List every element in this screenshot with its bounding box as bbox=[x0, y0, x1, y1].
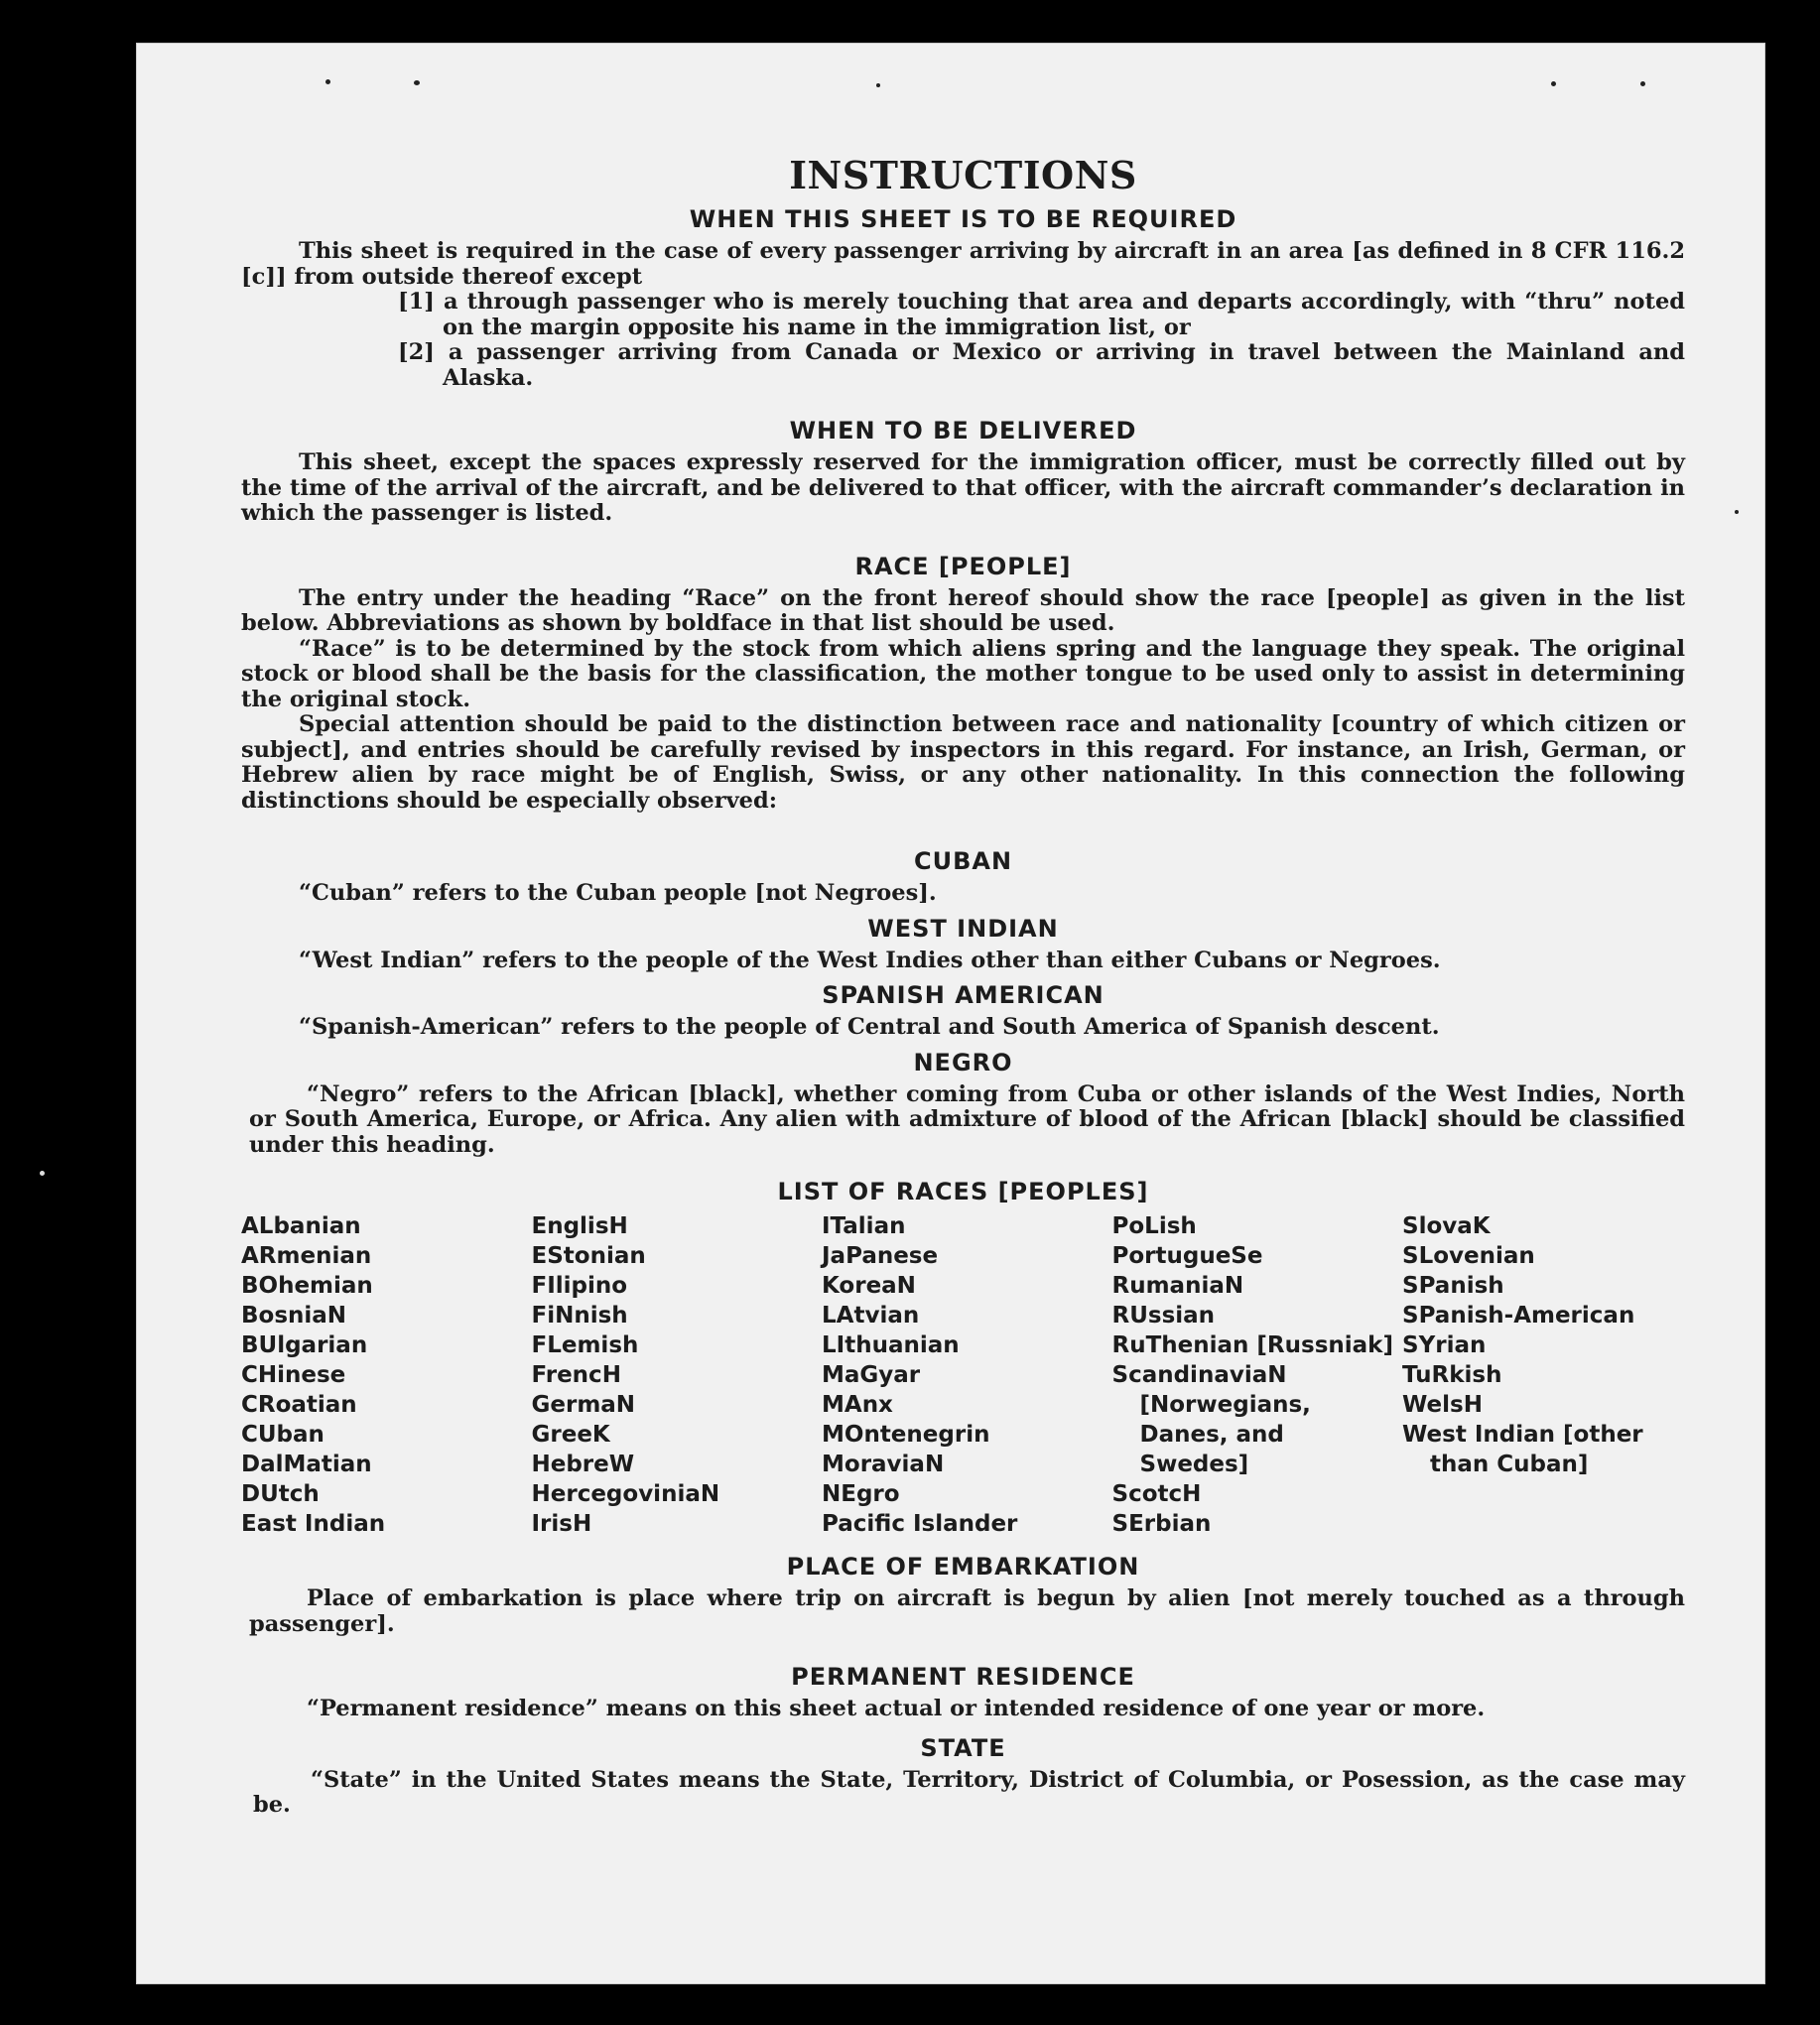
race-entry: East Indian bbox=[241, 1511, 386, 1537]
heading-negro: NEGRO bbox=[913, 1048, 1013, 1076]
race-entry: RumaniaN bbox=[1111, 1273, 1244, 1299]
race-entry: SlovaK bbox=[1402, 1213, 1491, 1239]
race-entry: SErbian bbox=[1111, 1511, 1212, 1537]
race-paragraph-2: “Race” is to be determined by the stock from which aliens spring and the language they speak. The original stock or blood shall be the basis for the classification, the mother tongue to be used only to assist in determining the original stock. bbox=[241, 635, 1685, 712]
required-item-2: [2] a passenger arriving from Canada or Mexico or arriving in travel between the Mainland and Alaska. bbox=[398, 339, 1685, 391]
document-page bbox=[137, 44, 1764, 1983]
race-entry: SYrian bbox=[1402, 1332, 1487, 1358]
required-intro: This sheet is required in the case of every passenger arriving by aircraft in an area [as defined in 8 CFR 116.2 [c]] from outside thereof except bbox=[241, 238, 1685, 290]
page-title: INSTRUCTIONS bbox=[789, 153, 1137, 197]
state-text: “State” in the United States means the State, Territory, District of Columbia, or Posession, as the case may be. bbox=[253, 1766, 1685, 1818]
race-entry: WelsH bbox=[1402, 1392, 1483, 1418]
heading-residence: PERMANENT RESIDENCE bbox=[791, 1663, 1135, 1691]
scan-speck bbox=[414, 80, 420, 85]
race-entry: PortugueSe bbox=[1111, 1243, 1263, 1269]
race-column-3 bbox=[822, 1211, 1105, 1539]
race-entry: ScotcH bbox=[1111, 1481, 1202, 1507]
cuban-text: “Cuban” refers to the Cuban people [not Negroes]. bbox=[299, 880, 937, 906]
race-entry: EStonian bbox=[531, 1243, 646, 1269]
race-entry: MoraviaN bbox=[822, 1452, 945, 1477]
race-entry: West Indian [other than Cuban] bbox=[1402, 1422, 1643, 1477]
race-entry: Pacific Islander bbox=[822, 1511, 1018, 1537]
heading-spanish-american: SPANISH AMERICAN bbox=[822, 981, 1105, 1009]
race-entry: IrisH bbox=[531, 1511, 592, 1537]
heading-delivered: WHEN TO BE DELIVERED bbox=[789, 417, 1137, 444]
heading-required: WHEN THIS SHEET IS TO BE REQUIRED bbox=[689, 205, 1237, 233]
race-column-2 bbox=[532, 1211, 815, 1539]
race-entry: PoLish bbox=[1111, 1213, 1197, 1239]
race-entry: ARmenian bbox=[241, 1243, 372, 1269]
race-entry: DalMatian bbox=[241, 1452, 372, 1477]
race-entry: BOhemian bbox=[241, 1273, 373, 1299]
race-entry: CUban bbox=[241, 1422, 325, 1448]
race-entry: DUtch bbox=[241, 1481, 320, 1507]
race-entry: CHinese bbox=[241, 1362, 346, 1388]
race-entry: NEgro bbox=[822, 1481, 900, 1507]
scan-speck bbox=[1640, 81, 1645, 86]
race-entry: HercegoviniaN bbox=[531, 1481, 720, 1507]
negro-text: “Negro” refers to the African [black], whether coming from Cuba or other islands of the West Indies, North or South America, Europe, or Africa. Any alien with admixture of blood of the African [black] should be classified under this heading. bbox=[249, 1080, 1685, 1158]
race-column-5 bbox=[1402, 1211, 1685, 1539]
scan-speck bbox=[1735, 510, 1739, 514]
race-entry: RUssian bbox=[1111, 1303, 1216, 1329]
race-entry: HebreW bbox=[531, 1452, 635, 1477]
race-entry: LIthuanian bbox=[822, 1332, 960, 1358]
race-entry: CRoatian bbox=[241, 1392, 357, 1418]
race-entry: EnglisH bbox=[531, 1213, 628, 1239]
instructions-body bbox=[241, 153, 1685, 1819]
race-entry: ScandinaviaN [Norwegians, Danes, and Swedes] bbox=[1111, 1362, 1311, 1477]
race-entry: ALbanian bbox=[241, 1213, 361, 1239]
heading-list-of-races: LIST OF RACES [PEOPLES] bbox=[777, 1178, 1149, 1205]
heading-cuban: CUBAN bbox=[913, 847, 1013, 875]
race-entry: GermaN bbox=[531, 1392, 636, 1418]
race-entry: GreeK bbox=[531, 1422, 610, 1448]
race-column-4 bbox=[1112, 1211, 1395, 1539]
race-paragraph-1: The entry under the heading “Race” on the front hereof should show the race [people] as given in the list below. Abbreviations as shown by boldface in that list should be used. bbox=[241, 584, 1685, 636]
race-list bbox=[241, 1211, 1685, 1539]
scan-speck bbox=[40, 1171, 45, 1176]
west-indian-text: “West Indian” refers to the people of the West Indies other than either Cubans or Negroes. bbox=[299, 947, 1441, 973]
race-column-1 bbox=[241, 1211, 524, 1539]
race-paragraph-3: Special attention should be paid to the distinction between race and nationality [country of which citizen or subject], and entries should be carefully revised by inspectors in this regard. For instance, an Irish, German, or Hebrew alien by race might be of English, Swiss, or any other nationality. In this connection the following distinctions should be especially observed: bbox=[241, 711, 1685, 814]
residence-text: “Permanent residence” means on this sheet actual or intended residence of one year or more. bbox=[307, 1696, 1486, 1721]
heading-race: RACE [PEOPLE] bbox=[854, 552, 1072, 580]
heading-embarkation: PLACE OF EMBARKATION bbox=[786, 1553, 1140, 1581]
race-entry: SPanish-American bbox=[1402, 1303, 1635, 1329]
race-entry: FLemish bbox=[531, 1332, 639, 1358]
race-entry: KoreaN bbox=[822, 1273, 916, 1299]
race-entry: SLovenian bbox=[1402, 1243, 1535, 1269]
race-entry: MAnx bbox=[822, 1392, 893, 1418]
race-entry: BosniaN bbox=[241, 1303, 347, 1329]
race-entry: TuRkish bbox=[1402, 1362, 1502, 1388]
heading-state: STATE bbox=[920, 1733, 1006, 1762]
scan-speck bbox=[325, 79, 330, 84]
race-entry: FiNnish bbox=[531, 1303, 628, 1329]
required-item-1: [1] a through passenger who is merely touching that area and departs accordingly, with “thru” noted on the margin opposite his name in the immigration list, or bbox=[398, 289, 1685, 340]
race-entry: ITalian bbox=[822, 1213, 906, 1239]
spanish-american-text: “Spanish-American” refers to the people of Central and South America of Spanish descent. bbox=[299, 1014, 1440, 1040]
race-entry: FrencH bbox=[531, 1362, 621, 1388]
race-entry: JaPanese bbox=[822, 1243, 939, 1269]
embarkation-text: Place of embarkation is place where trip on aircraft is begun by alien [not merely touched as a through passenger]. bbox=[249, 1585, 1685, 1637]
scan-speck bbox=[876, 83, 880, 87]
race-entry: RuThenian [Russniak] bbox=[1111, 1332, 1393, 1358]
race-entry: LAtvian bbox=[822, 1303, 920, 1329]
delivered-text: This sheet, except the spaces expressly reserved for the immigration officer, must be correctly filled out by the time of the arrival of the aircraft, and be delivered to that officer, with the aircraft commander’s declaration in which the passenger is listed. bbox=[241, 449, 1685, 526]
scan-speck bbox=[1551, 81, 1556, 86]
race-entry: MaGyar bbox=[822, 1362, 921, 1388]
race-entry: FIlipino bbox=[531, 1273, 628, 1299]
heading-west-indian: WEST INDIAN bbox=[867, 914, 1059, 943]
race-entry: SPanish bbox=[1402, 1273, 1504, 1299]
race-entry: BUlgarian bbox=[241, 1332, 368, 1358]
race-entry: MOntenegrin bbox=[822, 1422, 990, 1448]
